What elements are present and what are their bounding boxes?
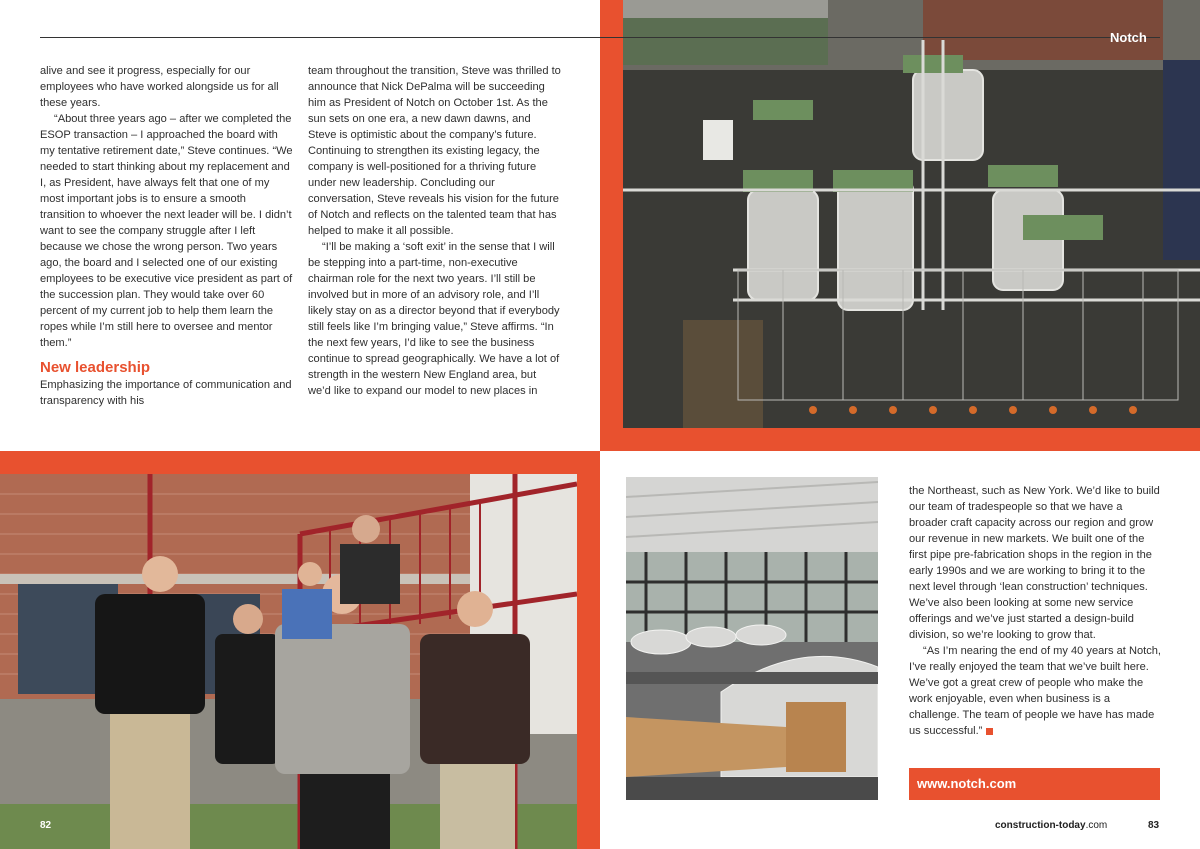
footer-site-tail: .com bbox=[1085, 820, 1108, 831]
footer-site bbox=[995, 820, 1107, 831]
aerial-plant-photo bbox=[623, 0, 1200, 428]
header-rule bbox=[40, 37, 1160, 38]
col3-paragraph-2-text: “As I’m nearing the end of my 40 years at Notch, I’ve really enjoyed the team that we’ve built here. We’ve got a great crew of people who make the work enjoyable, even when business is a challenge. The team of people we have has made us successful.” bbox=[909, 645, 1162, 737]
page-number-right: 83 bbox=[1148, 820, 1160, 831]
text-column-3 bbox=[909, 483, 1163, 739]
end-of-article-icon bbox=[986, 728, 993, 735]
website-link[interactable]: www.notch.com bbox=[909, 768, 1160, 800]
team-photo bbox=[0, 474, 577, 849]
section-heading-new-leadership: New leadership bbox=[40, 359, 151, 376]
col2-paragraph-1: team throughout the transition, Steve was thrilled to announce that Nick DePalma will be succeeding him as President of Notch on October 1st. As the sun sets on one era, a new dawn dawns, and Steve is optimistic about the company’s future. Continuing to strengthen its existing legacy, the company is well-positioned for a thriving future under new leadership. Concluding our conversation, Steve reveals his vision for the future of Notch and reflects on the talented team that has helped to make it all possible. bbox=[308, 65, 561, 237]
brand-label: Notch bbox=[1110, 30, 1147, 45]
text-column-2 bbox=[308, 63, 562, 399]
footer-site-bold: construction-today bbox=[995, 820, 1086, 831]
col3-paragraph-1: the Northeast, such as New York. We’d like to build our team of tradespeople so that we have a broader craft capacity across our region and grow our revenue in new markets. We built one of the first pipe pre-fabrication shops in the region in the early 1990s and we are working to bring it to the next level through ‘lean construction’ techniques. We’ve also been looking at some new service offerings and we’ve just started a design-build division, so we’re looking to grow that. bbox=[909, 485, 1160, 641]
col1-paragraph-2: “About three years ago – after we completed the ESOP transaction – I approached the board with my tentative retirement date,” Steve continues. “We needed to start thinking about my replacement and I, as President, have always felt that one of my most important jobs is to ensure a smooth transition to whoever the next leader will be. I didn’t want to see the company struggle after I left because we chose the wrong person. Two years ago, the board and I selected one of our existing employees to be executive vice president as part of the succession plan. They would take over 60 percent of my current job to help them learn the ropes while I’m still here to oversee and mentor them.” bbox=[40, 113, 293, 349]
col1-paragraph-1: alive and see it progress, especially for our employees who have worked alongside us for all these years. bbox=[40, 65, 279, 109]
page-number-left: 82 bbox=[40, 820, 52, 831]
col1-paragraph-3: Emphasizing the importance of communication and transparency with his bbox=[40, 379, 292, 407]
col2-paragraph-2: “I’ll be making a ‘soft exit’ in the sense that I will be stepping into a part-time, non-executive chairman role for the next two years. I’ll still be involved but in more of an advisory role, and I’ll likely stay on as a director beyond that if everybody still feels like I’m bringing value,” Steve affirms. “In the next few years, I’d like to see the business continue to spread geographically. We have a lot of strength in the western New England area, but we’d like to expand our model to new places in bbox=[308, 241, 560, 397]
brewery-interior-photo bbox=[626, 477, 878, 800]
col3-paragraph-2 bbox=[909, 643, 1163, 739]
text-column-1 bbox=[40, 63, 294, 409]
